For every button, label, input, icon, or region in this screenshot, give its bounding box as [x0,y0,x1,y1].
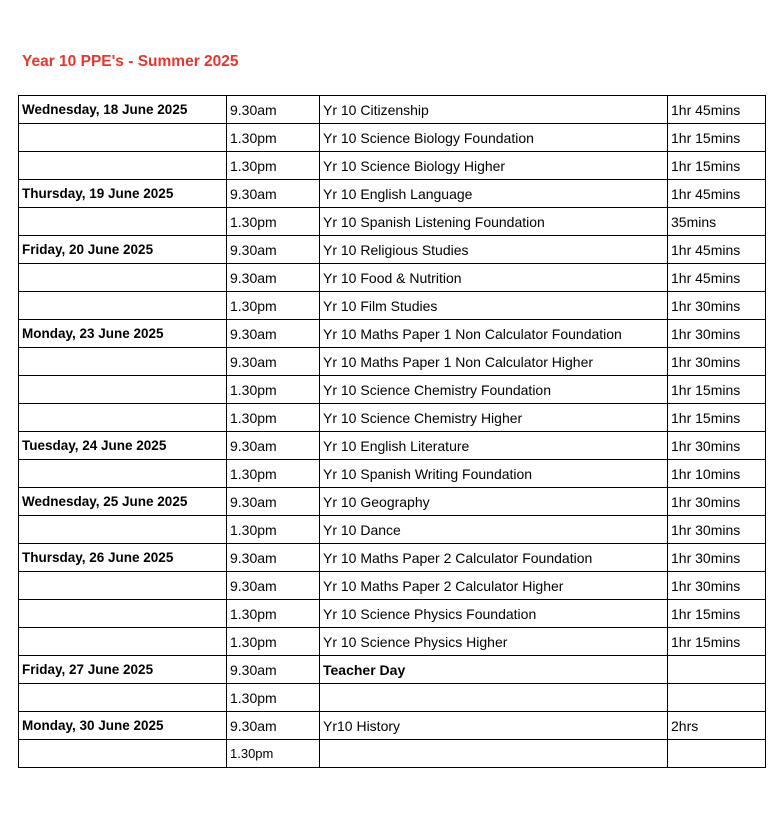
table-row [19,96,766,124]
subject-cell: Yr 10 Science Biology Higher [320,152,668,180]
subject-cell: Yr 10 Food & Nutrition [320,264,668,292]
time-cell: 9.30am [227,264,320,292]
subject-cell: Yr 10 Science Physics Higher [320,628,668,656]
duration-cell: 1hr 15mins [668,376,766,404]
table-row [19,180,766,208]
subject-cell [320,684,668,712]
table-row [19,572,766,600]
table-row [19,432,766,460]
page-title: Year 10 PPE's - Summer 2025 [22,53,239,70]
date-cell [19,292,227,320]
duration-cell: 2hrs [668,712,766,740]
subject-cell: Yr 10 Dance [320,516,668,544]
duration-cell: 1hr 30mins [668,544,766,572]
date-cell [19,516,227,544]
date-cell [19,152,227,180]
time-cell: 9.30am [227,656,320,684]
time-cell: 9.30am [227,348,320,376]
duration-cell: 1hr 15mins [668,124,766,152]
time-cell: 1.30pm [227,208,320,236]
date-cell: Thursday, 19 June 2025 [19,180,227,208]
subject-cell: Yr 10 Geography [320,488,668,516]
time-cell: 1.30pm [227,404,320,432]
table-row [19,124,766,152]
time-cell: 9.30am [227,180,320,208]
duration-cell: 1hr 45mins [668,236,766,264]
subject-cell: Yr 10 Science Chemistry Higher [320,404,668,432]
date-cell [19,376,227,404]
duration-cell: 1hr 15mins [668,404,766,432]
subject-cell: Yr 10 Spanish Listening Foundation [320,208,668,236]
time-cell: 9.30am [227,544,320,572]
table-row [19,600,766,628]
time-cell: 9.30am [227,320,320,348]
duration-cell: 1hr 30mins [668,348,766,376]
table-row [19,348,766,376]
duration-cell [668,740,766,768]
table-row [19,712,766,740]
subject-cell: Teacher Day [320,656,668,684]
table-row [19,320,766,348]
subject-cell: Yr 10 Science Physics Foundation [320,600,668,628]
time-cell: 9.30am [227,572,320,600]
subject-cell: Yr 10 English Literature [320,432,668,460]
subject-cell: Yr 10 English Language [320,180,668,208]
time-cell: 1.30pm [227,376,320,404]
table-row [19,656,766,684]
subject-cell: Yr 10 Maths Paper 2 Calculator Higher [320,572,668,600]
table-row [19,376,766,404]
subject-cell: Yr 10 Maths Paper 1 Non Calculator Higher [320,348,668,376]
date-cell: Friday, 27 June 2025 [19,656,227,684]
duration-cell: 1hr 15mins [668,628,766,656]
time-cell: 9.30am [227,96,320,124]
subject-cell: Yr 10 Spanish Writing Foundation [320,460,668,488]
exam-schedule-table [18,95,766,768]
date-cell [19,124,227,152]
time-cell: 1.30pm [227,628,320,656]
duration-cell: 1hr 45mins [668,96,766,124]
date-cell [19,348,227,376]
date-cell: Wednesday, 25 June 2025 [19,488,227,516]
time-cell: 1.30pm [227,740,320,768]
date-cell [19,740,227,768]
duration-cell: 1hr 30mins [668,516,766,544]
duration-cell: 1hr 30mins [668,572,766,600]
table-row [19,208,766,236]
duration-cell: 1hr 30mins [668,320,766,348]
duration-cell: 1hr 15mins [668,600,766,628]
duration-cell [668,656,766,684]
duration-cell: 1hr 45mins [668,180,766,208]
table-row [19,404,766,432]
time-cell: 1.30pm [227,684,320,712]
time-cell: 9.30am [227,432,320,460]
duration-cell: 35mins [668,208,766,236]
subject-cell: Yr 10 Religious Studies [320,236,668,264]
table-row [19,152,766,180]
time-cell: 1.30pm [227,124,320,152]
table-row [19,516,766,544]
subject-cell: Yr 10 Maths Paper 2 Calculator Foundation [320,544,668,572]
date-cell: Friday, 20 June 2025 [19,236,227,264]
table-row [19,488,766,516]
duration-cell: 1hr 30mins [668,432,766,460]
table-row [19,264,766,292]
date-cell [19,264,227,292]
date-cell [19,460,227,488]
duration-cell: 1hr 15mins [668,152,766,180]
duration-cell: 1hr 10mins [668,460,766,488]
date-cell: Wednesday, 18 June 2025 [19,96,227,124]
table-row [19,460,766,488]
exam-schedule-body [19,96,766,768]
date-cell: Thursday, 26 June 2025 [19,544,227,572]
time-cell: 1.30pm [227,600,320,628]
date-cell [19,208,227,236]
table-row [19,628,766,656]
duration-cell [668,684,766,712]
subject-cell: Yr 10 Science Biology Foundation [320,124,668,152]
time-cell: 9.30am [227,488,320,516]
subject-cell: Yr10 History [320,712,668,740]
table-row [19,544,766,572]
date-cell [19,628,227,656]
time-cell: 1.30pm [227,516,320,544]
subject-cell: Yr 10 Citizenship [320,96,668,124]
duration-cell: 1hr 45mins [668,264,766,292]
date-cell [19,404,227,432]
subject-cell: Yr 10 Film Studies [320,292,668,320]
duration-cell: 1hr 30mins [668,488,766,516]
table-row [19,684,766,712]
table-row [19,236,766,264]
time-cell: 9.30am [227,236,320,264]
time-cell: 1.30pm [227,152,320,180]
date-cell [19,600,227,628]
time-cell: 9.30am [227,712,320,740]
subject-cell: Yr 10 Science Chemistry Foundation [320,376,668,404]
date-cell [19,684,227,712]
duration-cell: 1hr 30mins [668,292,766,320]
time-cell: 1.30pm [227,292,320,320]
date-cell [19,572,227,600]
subject-cell: Yr 10 Maths Paper 1 Non Calculator Foundation [320,320,668,348]
time-cell: 1.30pm [227,460,320,488]
table-row [19,292,766,320]
table-row [19,740,766,768]
date-cell: Tuesday, 24 June 2025 [19,432,227,460]
date-cell: Monday, 30 June 2025 [19,712,227,740]
date-cell: Monday, 23 June 2025 [19,320,227,348]
subject-cell [320,740,668,768]
